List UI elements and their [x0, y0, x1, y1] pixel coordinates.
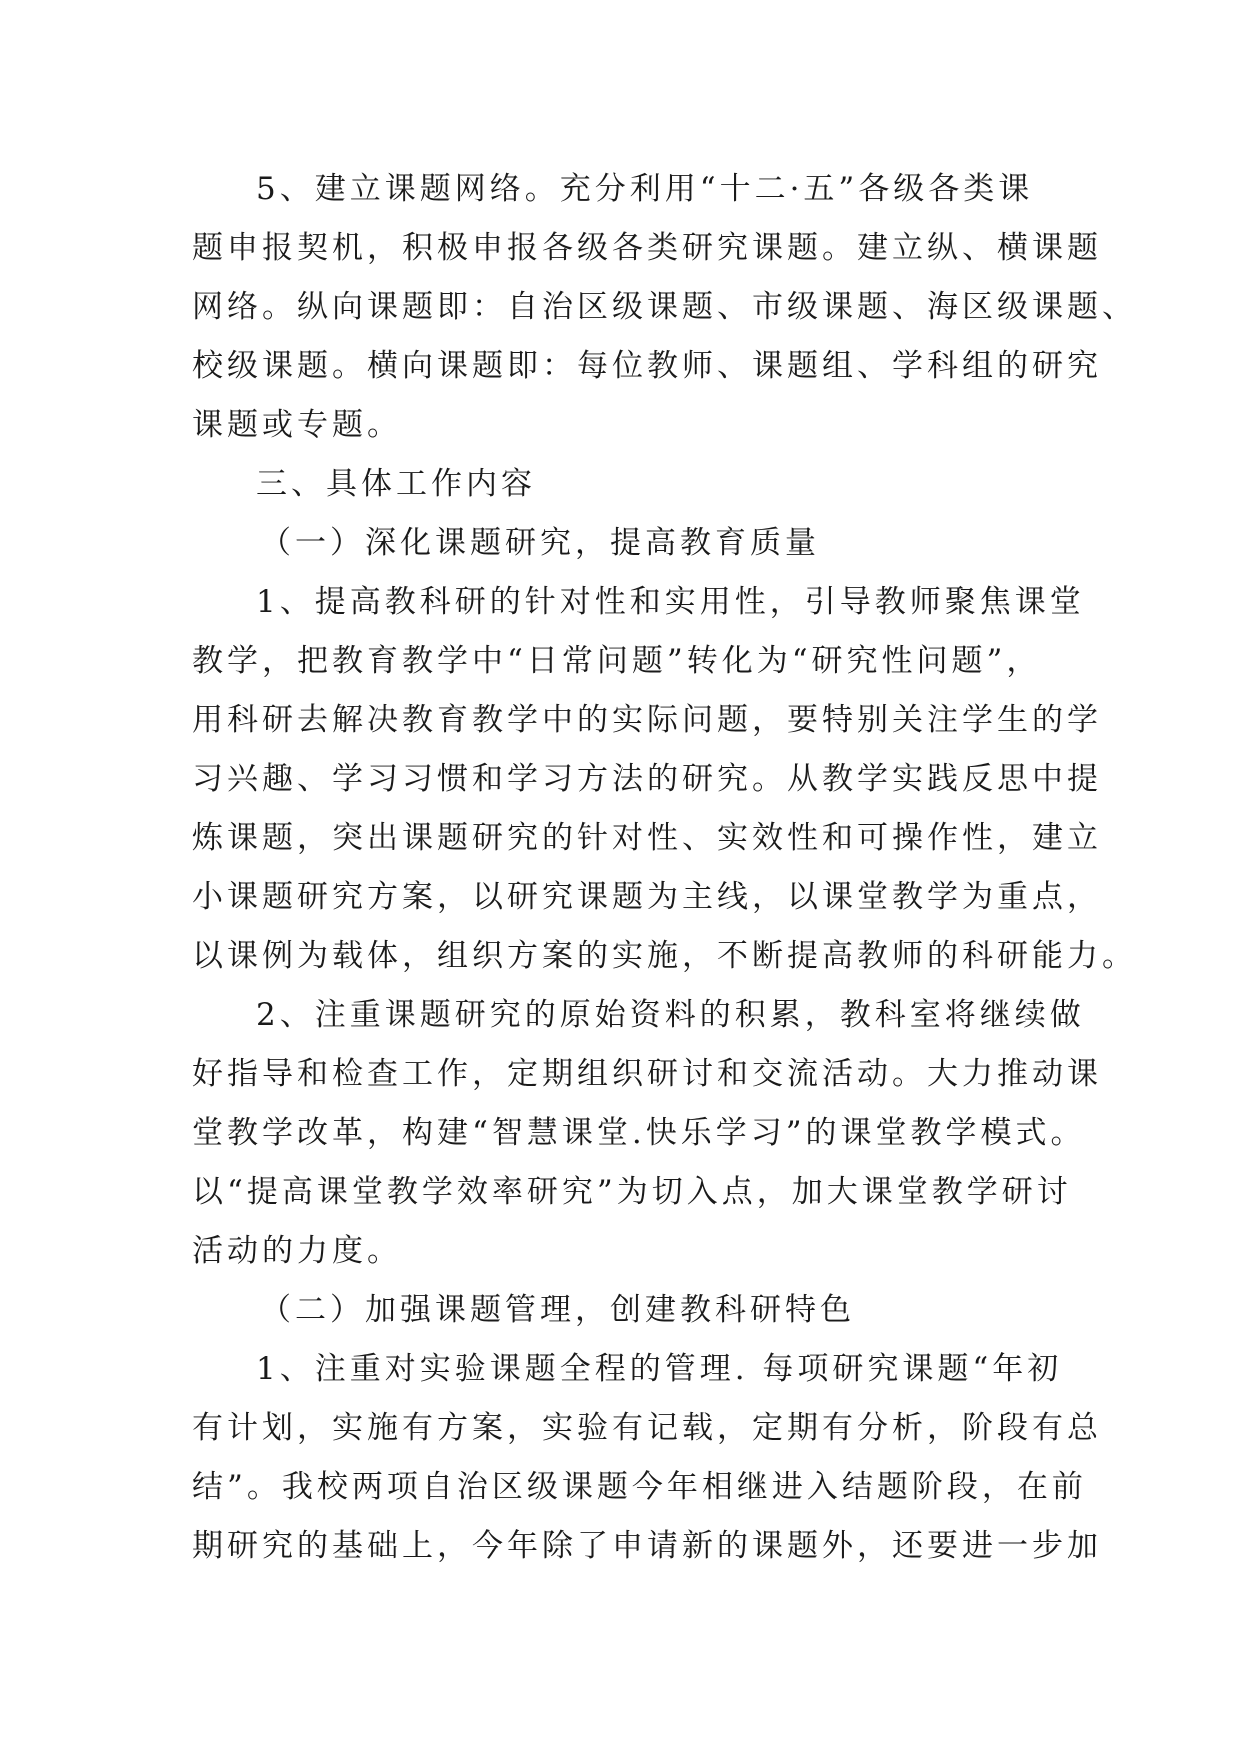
paragraph-line: 期研究的基础上，今年除了申请新的课题外，还要进一步加: [192, 1528, 1102, 1564]
section-heading: 三、具体工作内容: [256, 466, 536, 502]
paragraph-line: 习兴趣、学习习惯和学习方法的研究。从教学实践反思中提: [192, 761, 1102, 797]
paragraph-line: 以课例为载体，组织方案的实施，不断提高教师的科研能力。: [192, 938, 1137, 974]
paragraph-line: 活动的力度。: [192, 1233, 402, 1269]
paragraph-line: 网络。纵向课题即：自治区级课题、市级课题、海区级课题、: [192, 289, 1137, 325]
paragraph-line: 课题或专题。: [192, 407, 402, 443]
paragraph-line: 1、提高教科研的针对性和实用性，引导教师聚焦课堂: [256, 584, 1085, 620]
paragraph-line: 5、建立课题网络。充分利用“十二·五”各级各类课: [256, 171, 1034, 207]
paragraph-line: 结”。我校两项自治区级课题今年相继进入结题阶段，在前: [192, 1469, 1087, 1505]
subsection-heading: （一）深化课题研究，提高教育质量: [260, 525, 820, 561]
paragraph-line: 小课题研究方案，以研究课题为主线，以课堂教学为重点，: [192, 879, 1102, 915]
paragraph-line: 炼课题，突出课题研究的针对性、实效性和可操作性，建立: [192, 820, 1102, 856]
paragraph-line: 好指导和检查工作，定期组织研讨和交流活动。大力推动课: [192, 1056, 1102, 1092]
subsection-heading: （二）加强课题管理，创建教科研特色: [260, 1292, 855, 1328]
paragraph-line: 2、注重课题研究的原始资料的积累，教科室将继续做: [256, 997, 1085, 1033]
paragraph-line: 题申报契机，积极申报各级各类研究课题。建立纵、横课题: [192, 230, 1102, 266]
body-text: [192, 160, 1137, 1576]
paragraph-line: 教学，把教育教学中“日常问题”转化为“研究性问题”，: [192, 643, 1042, 679]
paragraph-line: 以“提高课堂教学效率研究”为切入点，加大课堂教学研讨: [192, 1174, 1072, 1210]
paragraph-line: 1、注重对实验课题全程的管理. 每项研究课题“年初: [256, 1351, 1063, 1387]
paragraph-line: 堂教学改革，构建“智慧课堂.快乐学习”的课堂教学模式。: [192, 1115, 1086, 1151]
paragraph-line: 校级课题。横向课题即：每位教师、课题组、学科组的研究: [192, 348, 1102, 384]
paragraph-line: 有计划，实施有方案，实验有记载，定期有分析，阶段有总: [192, 1410, 1102, 1446]
paragraph-line: 用科研去解决教育教学中的实际问题，要特别关注学生的学: [192, 702, 1102, 738]
